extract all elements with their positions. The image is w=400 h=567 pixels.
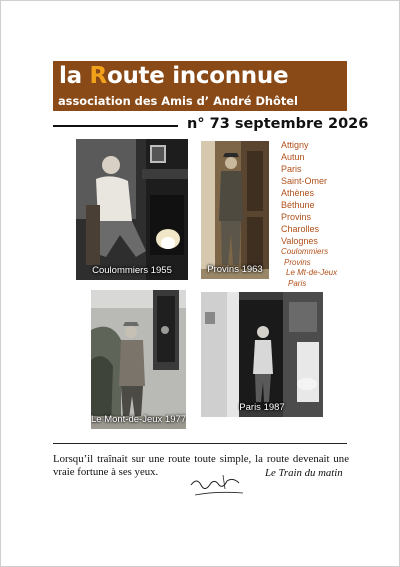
photo-caption: Provins 1963 [207, 264, 263, 275]
issue-number: n° 73 septembre 2026 [187, 116, 369, 132]
place-item-italic: Provins [284, 257, 311, 267]
photo-mont-de-jeux-image [91, 290, 186, 429]
place-item: Béthune [281, 200, 315, 210]
photo-caption: Le Mont-de-Jeux 1977 [91, 414, 186, 425]
place-item: Valognes [281, 236, 318, 246]
place-item-italic: Coulommiers [281, 247, 329, 256]
photo-mont-de-jeux [91, 290, 186, 429]
place-item: Provins [281, 212, 312, 222]
photo-caption: Coulommiers 1955 [92, 265, 172, 276]
quote-source: Le Train du matin [265, 467, 343, 479]
association-subtitle: association des Amis d’ André Dhôtel [58, 94, 298, 108]
masthead-banner [53, 61, 347, 111]
magazine-title [59, 61, 288, 91]
quote-rule [53, 443, 347, 444]
photo-caption: Paris 1987 [239, 402, 285, 413]
place-item: Charolles [281, 224, 320, 234]
title-word-la: la [59, 63, 82, 89]
place-item-italic: Le Mt-de-Jeux [286, 268, 338, 277]
places-list [281, 139, 351, 289]
place-item: Athènes [281, 188, 315, 198]
title-rest: oute inconnue [106, 63, 289, 89]
photo-coulommiers [76, 139, 188, 280]
place-item: Attigny [281, 140, 309, 150]
photo-paris-image [201, 292, 323, 417]
photo-provins-image [201, 141, 269, 279]
photo-paris [201, 292, 323, 417]
quote-text: Lorsqu’il traînait sur une route toute simple, la route devenait une vraie fortune à ses yeux. [53, 453, 349, 478]
photo-coulommiers-image [76, 139, 188, 280]
place-item: Saint-Omer [281, 176, 328, 186]
place-item: Paris [281, 164, 302, 174]
issue-rule [53, 125, 178, 127]
place-item-italic: Paris [288, 278, 307, 288]
place-item: Autun [281, 152, 305, 162]
photo-provins [201, 141, 269, 279]
author-signature [187, 471, 247, 499]
title-initial: R [89, 63, 107, 89]
